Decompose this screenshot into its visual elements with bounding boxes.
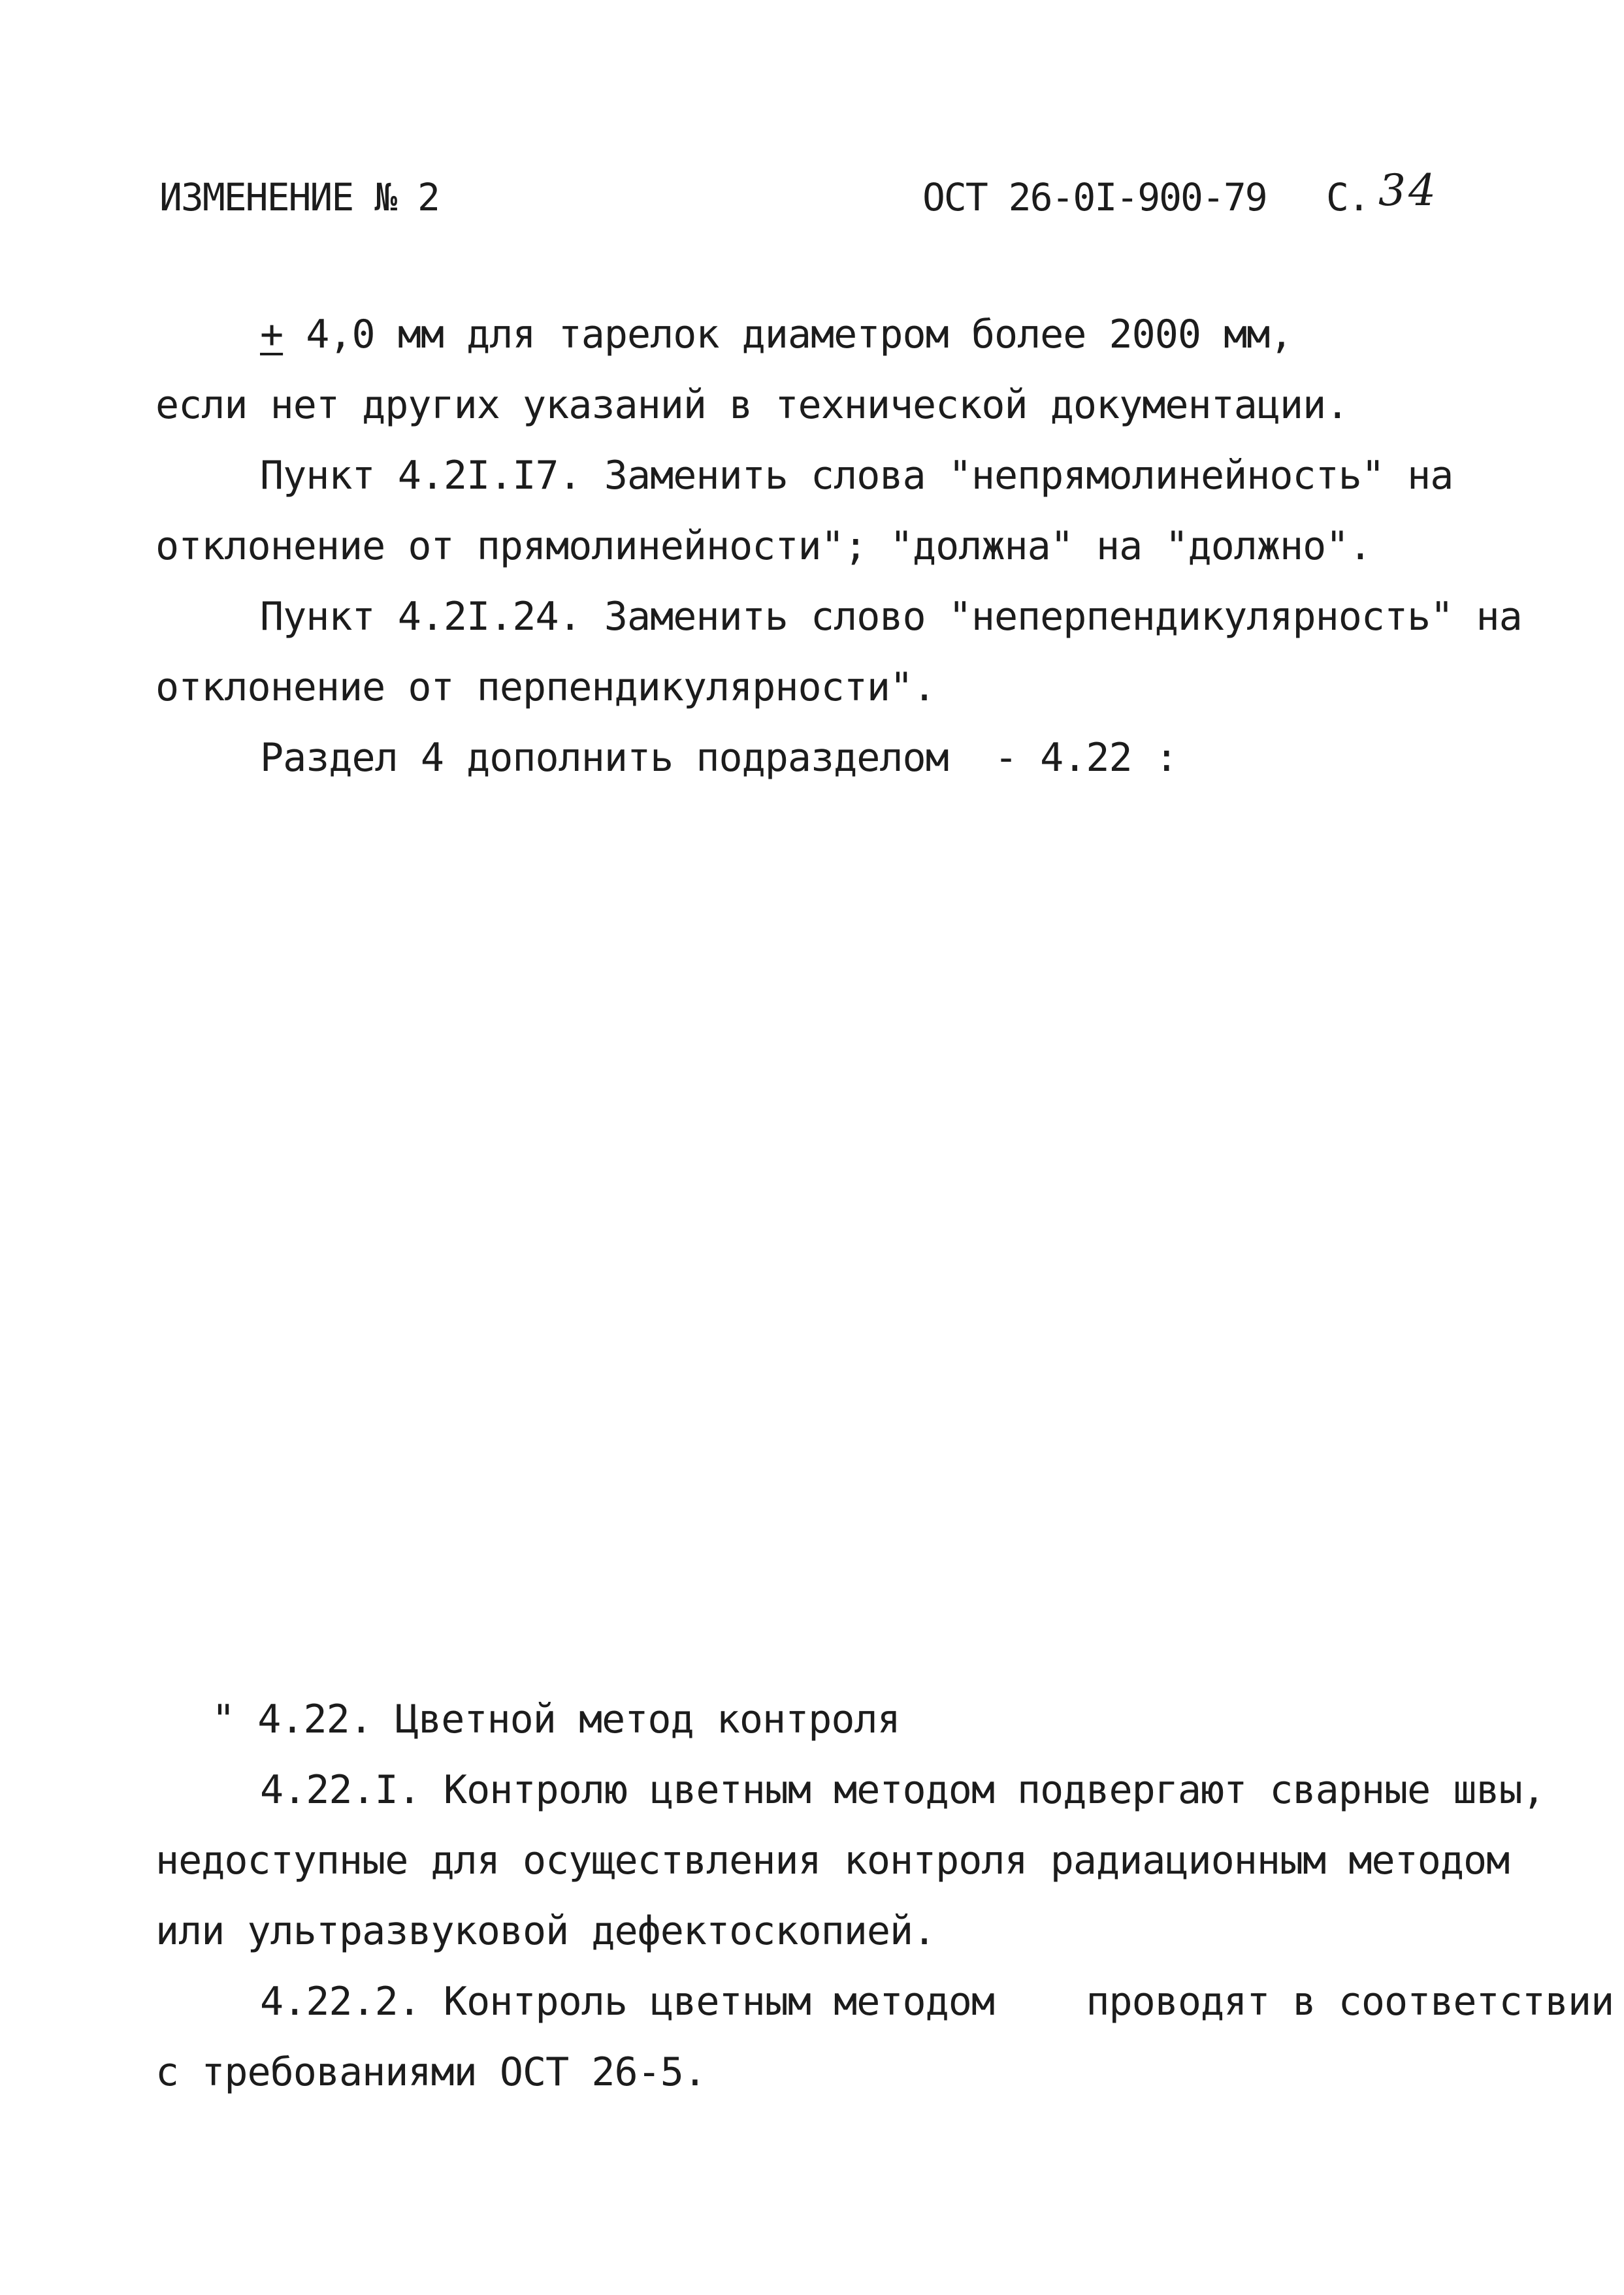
page-number-prefix: С. [1326, 175, 1369, 220]
change-number-label: ИЗМЕНЕНИЕ № 2 [159, 175, 439, 220]
section-line-3: или ультразвуковой дефектоскопией. [155, 1908, 936, 1954]
page-number: 34 [1378, 165, 1438, 216]
text-line-2: если нет других указаний в технической документации. [155, 382, 1349, 428]
text-line-7: Раздел 4 дополнить подразделом - 4.22 : [260, 735, 1178, 781]
text-line-1 [260, 311, 1293, 358]
text-line-6: отклонение от перпендикулярности". [155, 664, 936, 710]
section-line-1: 4.22.I. Контролю цветным методом подвергают сварные швы, [260, 1767, 1545, 1813]
text-line-3: Пункт 4.2I.I7. Заменить слова "непрямолинейность" на [260, 453, 1453, 498]
standard-code: ОСТ 26-0I-900-79 [922, 175, 1267, 220]
text-line-4: отклонение от прямолинейности"; "должна" на "должно". [155, 523, 1372, 569]
plus-minus-sign: + [260, 312, 284, 357]
section-line-2: недоступные для осуществления контроля радиационным методом [155, 1838, 1510, 1883]
text-line-5: Пункт 4.2I.24. Заменить слово "неперпендикулярность" на [260, 594, 1522, 640]
section-heading: " 4.22. Цветной метод контроля [212, 1697, 900, 1742]
text-line-1-rest: 4,0 мм для тарелок диаметром более 2000 мм, [283, 312, 1293, 357]
section-line-5: с требованиями ОСТ 26-5. [155, 2049, 706, 2095]
section-line-4: 4.22.2. Контроль цветным методом проводят в соответствии [260, 1979, 1614, 2025]
